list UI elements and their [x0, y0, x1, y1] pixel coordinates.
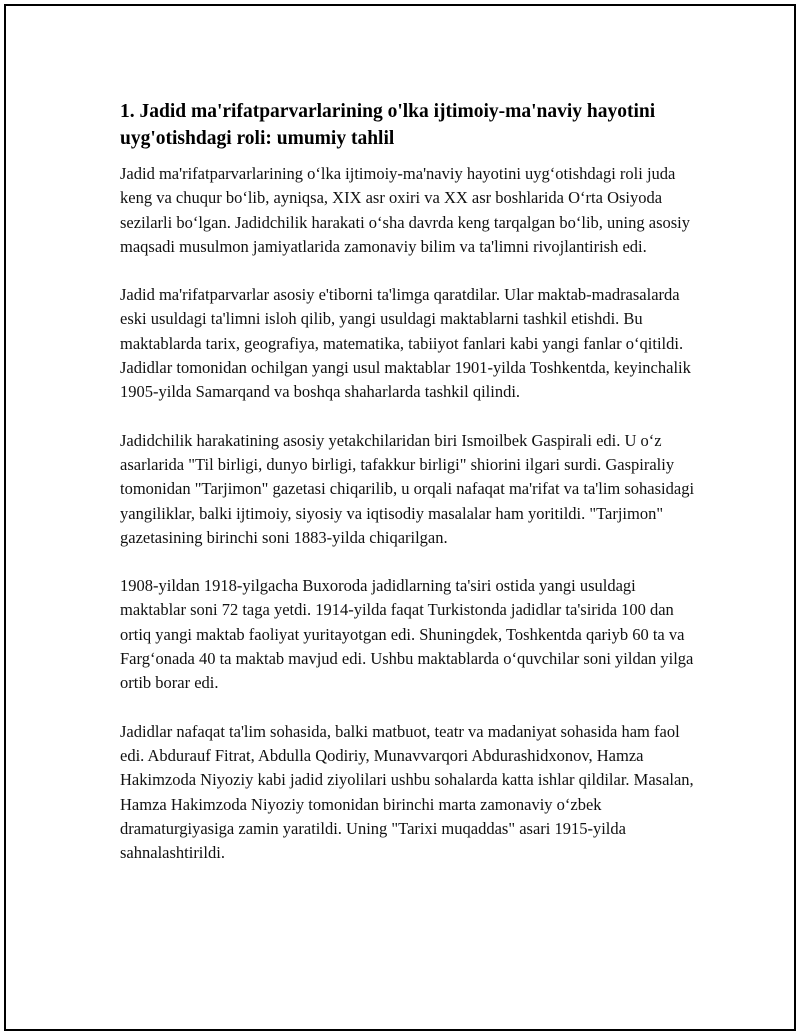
- document-body: [120, 98, 700, 889]
- paragraph-education: Jadid ma'rifatparvarlar asosiy e'tiborni ta'limga qaratdilar. Ular maktab-madrasalarda eski usuldagi ta'limni isloh qilib, yangi usuldagi maktablarni tashkil etishdi. Bu maktablarda tarix, geografiya, matematika, tabiiyot fanlari kabi yangi fanlar o‘qitildi. Jadidlar tomonidan ochilgan yangi usul maktablar 1901-yilda Toshkentda, keyinchalik 1905-yilda Samarqand va boshqa shaharlarda tashkil qilindi.: [120, 285, 691, 402]
- paragraph-school-counts: 1908-yildan 1918-yilgacha Buxoroda jadidlarning ta'siri ostida yangi usuldagi maktablar soni 72 taga yetdi. 1914-yilda faqat Turkistonda jadidlar ta'sirida 100 dan ortiq yangi maktab faoliyat yuritayotgan edi. Shuningdek, Toshkentda qariyb 60 ta va Farg‘onada 40 ta maktab mavjud edi. Ushbu maktablarda o‘quvchilar soni yildan yilga ortib borar edi.: [120, 576, 694, 693]
- paragraph-intro: Jadid ma'rifatparvarlarining o‘lka ijtimoiy-ma'naviy hayotini uyg‘otishdagi roli juda keng va chuqur bo‘lib, ayniqsa, XIX asr oxiri va XX asr boshlarida O‘rta Osiyoda sezilarli bo‘lgan. Jadidchilik harakati o‘sha davrda keng tarqalgan bo‘lib, uning asosiy maqsadi musulmon jamiyatlarida zamonaviy bilim va ta'limni rivojlantirish edi.: [120, 164, 690, 256]
- section-heading: 1. Jadid ma'rifatparvarlarining o'lka ijtimoiy-ma'naviy hayotini uyg'otishdagi roli: umumiy tahlil: [120, 101, 656, 149]
- page-frame: [4, 4, 796, 1031]
- paragraph-culture: Jadidlar nafaqat ta'lim sohasida, balki matbuot, teatr va madaniyat sohasida ham faol edi. Abdurauf Fitrat, Abdulla Qodiriy, Munavvarqori Abdurashidxonov, Hamza Hakimzoda Niyoziy kabi jadid ziyolilari ushbu sohalarda katta ishlar qildilar. Masalan, Hamza Hakimzoda Niyoziy tomonidan birinchi marta zamonaviy o‘zbek dramaturgiyasiga zamin yaratildi. Uning "Tarixi muqaddas" asari 1915-yilda sahnalashtirildi.: [120, 721, 694, 863]
- paragraph-gaspirali: Jadidchilik harakatining asosiy yetakchilaridan biri Ismoilbek Gaspirali edi. U o‘z asarlarida "Til birligi, dunyo birligi, tafakkur birligi" shiorini ilgari surdi. Gaspiraliy tomonidan "Tarjimon" gazetasi chiqarilib, u orqali nafaqat ma'rifat va ta'lim sohasidagi yangiliklar, balki ijtimoiy, siyosiy va iqtisodiy masalalar ham yoritildi. "Tarjimon" gazetasining birinchi soni 1883-yilda chiqarilgan.: [120, 430, 695, 547]
